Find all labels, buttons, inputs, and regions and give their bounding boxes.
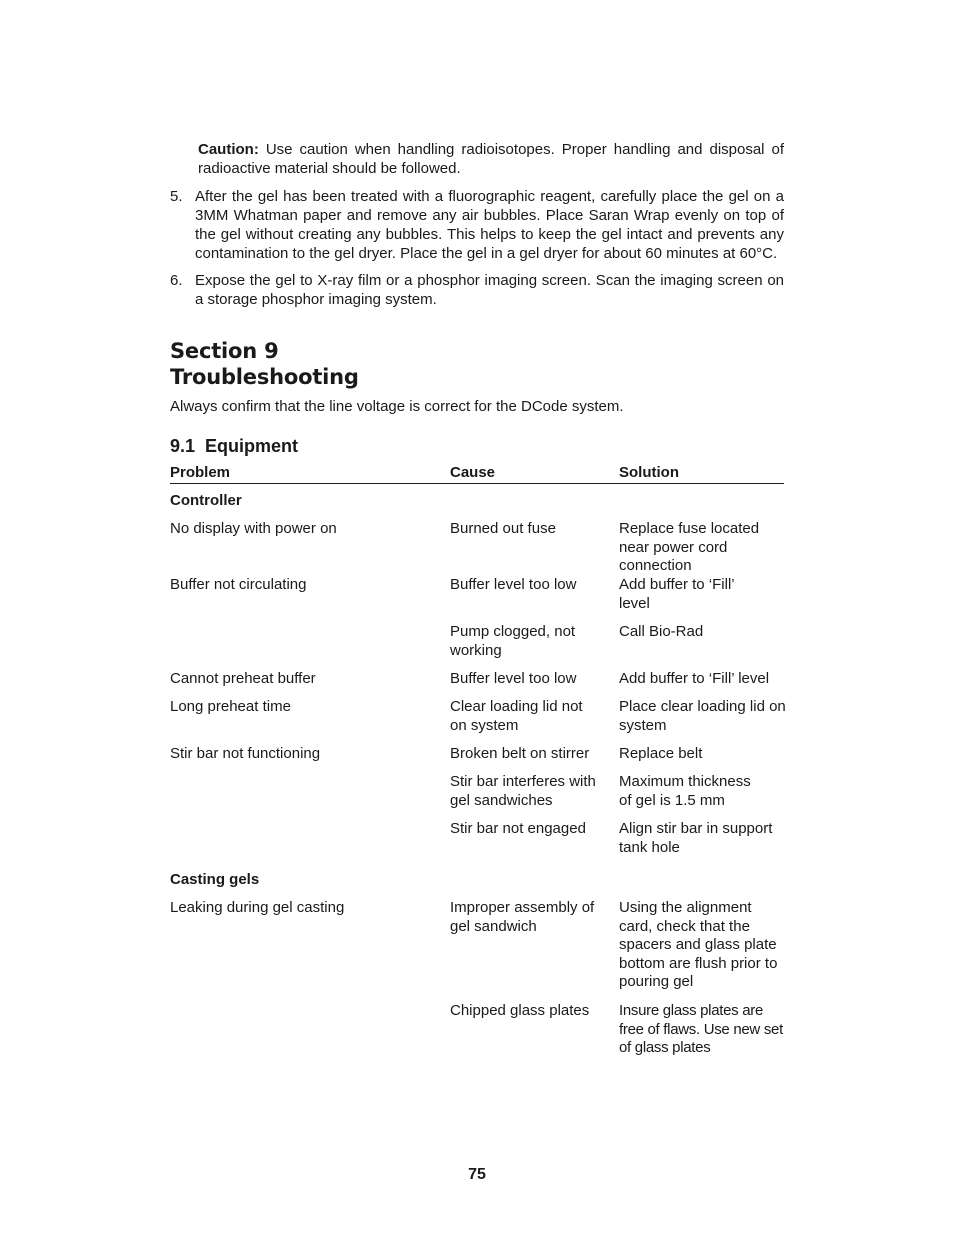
cell-cause: Pump clogged, not working	[450, 623, 576, 659]
header-cause: Cause	[450, 464, 496, 481]
cell-problem: Cannot preheat buffer	[170, 670, 316, 687]
header-problem: Problem	[170, 464, 231, 481]
step-text: Expose the gel to X-ray film or a phosphor imaging screen. Scan the imaging screen on a storage phosphor imaging system.	[195, 272, 784, 308]
cell-cause: Broken belt on stirrer	[450, 745, 590, 762]
caution-note	[198, 140, 784, 178]
caution-label: Caution:	[198, 141, 259, 158]
cell-solution: Insure glass plates are free of flaws. Use new set of glass plates	[619, 1002, 783, 1056]
section-intro: Always confirm that the line voltage is correct for the DCode system.	[170, 398, 624, 415]
table-header	[170, 464, 784, 484]
caution-text: Use caution when handling radioisotopes. Proper handling and disposal of radioactive material should be followed.	[198, 141, 784, 177]
cell-solution: Using the alignment card, check that the spacers and glass plate bottom are flush prior to pouring gel	[619, 899, 778, 990]
cell-solution: Add buffer to ‘Fill’ level	[619, 576, 735, 612]
list-item	[170, 271, 784, 309]
cell-solution: Replace fuse located near power cord connection	[619, 520, 760, 574]
cell-cause: Stir bar interferes with gel sandwiches	[450, 773, 596, 809]
cell-cause: Improper assembly of gel sandwich	[450, 899, 595, 935]
cell-solution: Place clear loading lid on system	[619, 698, 786, 734]
step-number: 5.	[170, 188, 183, 205]
cell-problem: Stir bar not functioning	[170, 745, 321, 762]
group-heading: Controller	[170, 492, 242, 509]
cell-cause: Burned out fuse	[450, 520, 556, 537]
header-solution: Solution	[619, 464, 679, 481]
troubleshooting-table	[170, 464, 786, 1056]
cell-problem: Leaking during gel casting	[170, 899, 345, 916]
page-number: 75	[468, 1166, 486, 1183]
cell-problem: No display with power on	[170, 520, 337, 537]
cell-problem: Buffer not circulating	[170, 576, 307, 593]
step-number: 6.	[170, 272, 183, 289]
cell-cause: Buffer level too low	[450, 576, 577, 593]
subsection-label: Equipment	[205, 436, 299, 456]
cell-solution: Align stir bar in support tank hole	[619, 820, 773, 856]
subsection-title	[170, 435, 298, 457]
cell-problem: Long preheat time	[170, 698, 291, 715]
subsection-number: 9.1	[170, 436, 196, 456]
cell-cause: Stir bar not engaged	[450, 820, 586, 837]
cell-solution: Maximum thickness of gel is 1.5 mm	[619, 773, 751, 809]
cell-solution: Add buffer to ‘Fill’ level	[619, 670, 770, 687]
cell-cause: Buffer level too low	[450, 670, 577, 687]
group-heading: Casting gels	[170, 871, 260, 888]
cell-cause: Clear loading lid not on system	[450, 698, 583, 734]
cell-solution: Replace belt	[619, 745, 703, 762]
section-title-line1: Section 9	[170, 339, 279, 363]
step-text: After the gel has been treated with a fluorographic reagent, carefully place the gel on a 3MM Whatman paper and remove any air bubbles. Place Saran Wrap evenly on top of the gel without creating any bubbles. This helps to keep the gel intact and prevents any contamination to the gel dryer. Place the gel in a gel dryer for about 60 minutes at 60°C.	[195, 188, 784, 262]
cell-cause: Chipped glass plates	[450, 1002, 590, 1019]
list-item	[170, 187, 784, 263]
cell-solution: Call Bio-Rad	[619, 623, 704, 640]
section-title	[170, 338, 359, 390]
section-title-line2: Troubleshooting	[170, 365, 359, 389]
